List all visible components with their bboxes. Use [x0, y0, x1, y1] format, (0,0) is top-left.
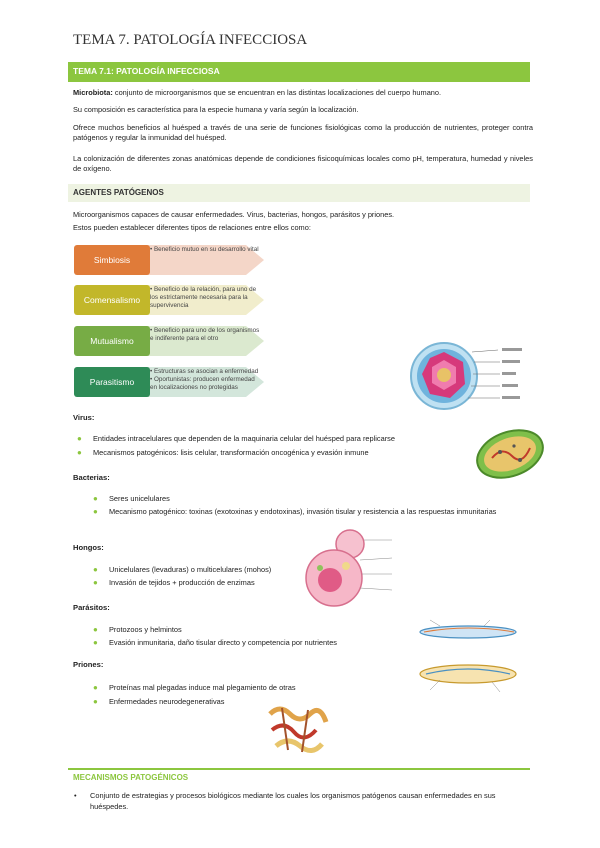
section-divider: [68, 768, 530, 770]
bullet-icon: ●: [77, 448, 82, 457]
bacterias-item-1-text: Seres unicelulares: [109, 494, 170, 503]
relation-box-comensalismo: [74, 285, 150, 315]
relation-box-mutualismo: [74, 326, 150, 356]
section-header-label: TEMA 7.1: PATOLOGÍA INFECCIOSA: [73, 66, 220, 76]
priones-item-1: [93, 683, 409, 693]
mechanisms-heading: MECANISMOS PATOGÉNICOS: [73, 773, 189, 782]
hongos-item-1-text: Unicelulares (levaduras) o multicelulares (mohos): [109, 565, 272, 574]
bacterias-item-2: [93, 507, 529, 517]
relation-box-parasitismo: [74, 367, 150, 397]
agents-paragraph-1: Microorganismos capaces de causar enfermedades. Virus, bacterias, hongos, parásitos y priones.: [73, 210, 395, 219]
section-header-bar: [68, 62, 530, 82]
bullet-icon: ●: [93, 507, 98, 516]
relation-desc-mutualismo: • Beneficio para uno de los organismos e indiferente para el otro: [150, 327, 260, 342]
priones-heading: Priones:: [73, 660, 104, 669]
bullet-icon: ●: [93, 565, 98, 574]
parasitos-item-1: [93, 625, 409, 635]
virus-item-1: [77, 434, 463, 444]
mechanisms-item-text: Conjunto de estrategias y procesos biológicos mediante los cuales los organismos patógenos causan enfermedades en sus huéspedes.: [90, 791, 496, 811]
term-microbiota: Microbiota:: [73, 88, 113, 97]
bullet-icon: ●: [93, 697, 98, 706]
relation-label-simbiosis: Simbiosis: [93, 255, 131, 265]
virus-illustration: [410, 338, 540, 414]
relation-label-parasitismo: Parasitismo: [89, 377, 135, 387]
agents-header-bar: [68, 184, 530, 202]
bullet-icon: ●: [93, 494, 98, 503]
virus-item-2: [77, 448, 463, 458]
relation-box-simbiosis: [74, 245, 150, 275]
priones-item-2-text: Enfermedades neurodegenerativas: [109, 697, 225, 706]
hongos-item-2: [93, 578, 329, 588]
relation-desc-parasitismo: • Estructuras se asocian a enfermedad • Oportunistas: producen enfermedad en localizaciones no protegidas: [150, 368, 259, 391]
hongos-item-2-text: Invasión de tejidos + producción de enzimas: [109, 578, 255, 587]
agents-header-label: AGENTES PATÓGENOS: [73, 188, 164, 197]
bullet-icon: ●: [93, 578, 98, 587]
parasitos-item-2-text: Evasión inmunitaria, daño tisular directo y competencia por nutrientes: [109, 638, 337, 647]
bullet-icon: ●: [93, 625, 98, 634]
bacterias-item-2-text: Mecanismo patogénico: toxinas (exotoxinas y endotoxinas), invasión tisular y resistencia a las respuestas inmunitarias: [109, 507, 497, 516]
parasite-illustration: [410, 616, 522, 702]
bullet-icon: •: [74, 791, 77, 800]
bullet-icon: ●: [93, 683, 98, 692]
parasitos-item-2: [93, 638, 409, 648]
bullet-icon: ●: [77, 434, 82, 443]
bacterias-item-1: [93, 494, 529, 504]
definition-microbiota: conjunto de microorganismos que se encuentran en las distintas localizaciones del cuerpo humano.: [112, 88, 442, 97]
paragraph-composition: Su composición es característica para la especie humana y varía según la localización.: [73, 105, 359, 114]
document-title: TEMA 7. PATOLOGÍA INFECCIOSA: [73, 32, 308, 48]
bullet-icon: ●: [93, 638, 98, 647]
relation-desc-comensalismo: • Beneficio de la relación, para uno de los estrictamente necesaria para la supervivencia: [150, 286, 257, 309]
relation-desc-simbiosis: • Beneficio mutuo en su desarrollo vital: [150, 246, 259, 253]
bacterias-heading: Bacterias:: [73, 473, 110, 482]
relation-label-mutualismo: Mutualismo: [90, 336, 134, 346]
paragraph-microbiota: [73, 88, 533, 98]
agents-paragraph-2: Estos pueden establecer diferentes tipos de relaciones entre ellos como:: [73, 223, 311, 232]
paragraph-colonization: La colonización de diferentes zonas anatómicas depende de condiciones fisicoquímicas locales como pH, temperatura, humedad y niveles de oxígeno.: [73, 154, 533, 173]
paragraph-benefits: Ofrece muchos beneficios al huésped a través de una serie de funciones fisiológicas como la producción de nutrientes, proteger contra patógenos y regular la inmunidad del huésped.: [73, 123, 533, 142]
prion-illustration: [262, 700, 334, 758]
virus-heading: Virus:: [73, 413, 95, 422]
priones-item-2: [93, 697, 409, 707]
priones-item-1-text: Proteínas mal plegadas induce mal plegamiento de otras: [109, 683, 296, 692]
parasitos-item-1-text: Protozoos y helmintos: [109, 625, 182, 634]
hongos-item-1: [93, 565, 329, 575]
virus-item-1-text: Entidades intracelulares que dependen de la maquinaria celular del huésped para replicarse: [93, 434, 395, 443]
mechanisms-item: [74, 790, 534, 812]
parasitos-heading: Parásitos:: [73, 603, 110, 612]
relation-label-comensalismo: Comensalismo: [83, 295, 141, 305]
virus-item-2-text: Mecanismos patogénicos: lisis celular, transformación oncogénica y evasión inmune: [93, 448, 369, 457]
hongos-heading: Hongos:: [73, 543, 104, 552]
bacteria-illustration: [470, 420, 550, 486]
